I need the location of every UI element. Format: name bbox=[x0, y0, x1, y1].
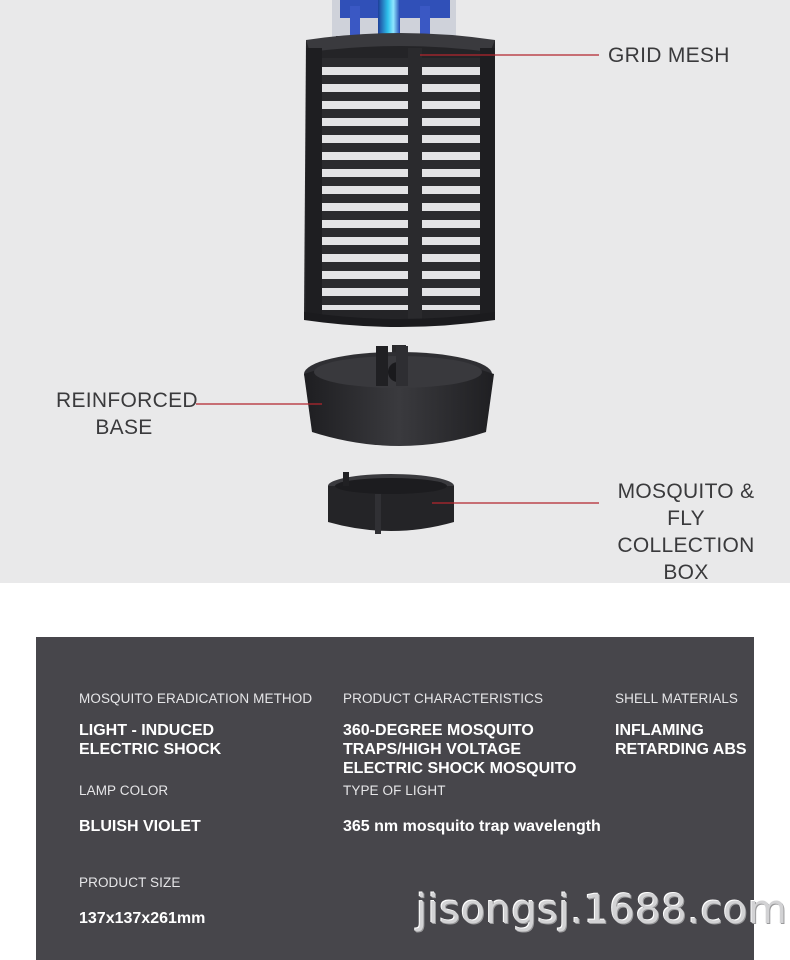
spec-value: 360-DEGREE MOSQUITO TRAPS/HIGH VOLTAGE ELECTRIC SHOCK MOSQUITO bbox=[343, 722, 577, 777]
spec-eradication-method bbox=[79, 691, 329, 759]
spec-product-characteristics bbox=[343, 691, 603, 778]
reinforced-base-label: REINFORCED BASE bbox=[56, 389, 198, 439]
spec-label: PRODUCT SIZE bbox=[79, 875, 181, 890]
collection-box-label: MOSQUITO & FLY COLLECTION BOX bbox=[617, 480, 755, 583]
reinforced-base-part bbox=[304, 345, 494, 446]
spec-label: TYPE OF LIGHT bbox=[343, 783, 446, 798]
spec-label: SHELL MATERIALS bbox=[615, 691, 739, 706]
spec-type-of-light bbox=[343, 783, 643, 836]
spec-product-size bbox=[79, 875, 329, 928]
spec-label: MOSQUITO ERADICATION METHOD bbox=[79, 691, 313, 706]
spec-value: 365 nm mosquito trap wavelength bbox=[343, 818, 601, 835]
spec-shell-materials bbox=[615, 691, 754, 759]
spec-value: 137x137x261mm bbox=[79, 910, 206, 927]
watermark-text: jisongsj.1688.com bbox=[416, 887, 788, 933]
spec-value: LIGHT - INDUCED ELECTRIC SHOCK bbox=[79, 722, 222, 758]
spec-value: INFLAMING RETARDING ABS bbox=[615, 722, 747, 758]
grid-mesh-part bbox=[304, 33, 495, 327]
grid-mesh-label: GRID MESH bbox=[608, 44, 730, 67]
spec-label: LAMP COLOR bbox=[79, 783, 169, 798]
spec-label: PRODUCT CHARACTERISTICS bbox=[343, 691, 544, 706]
spec-value: BLUISH VIOLET bbox=[79, 818, 201, 835]
spec-lamp-color bbox=[79, 783, 329, 836]
